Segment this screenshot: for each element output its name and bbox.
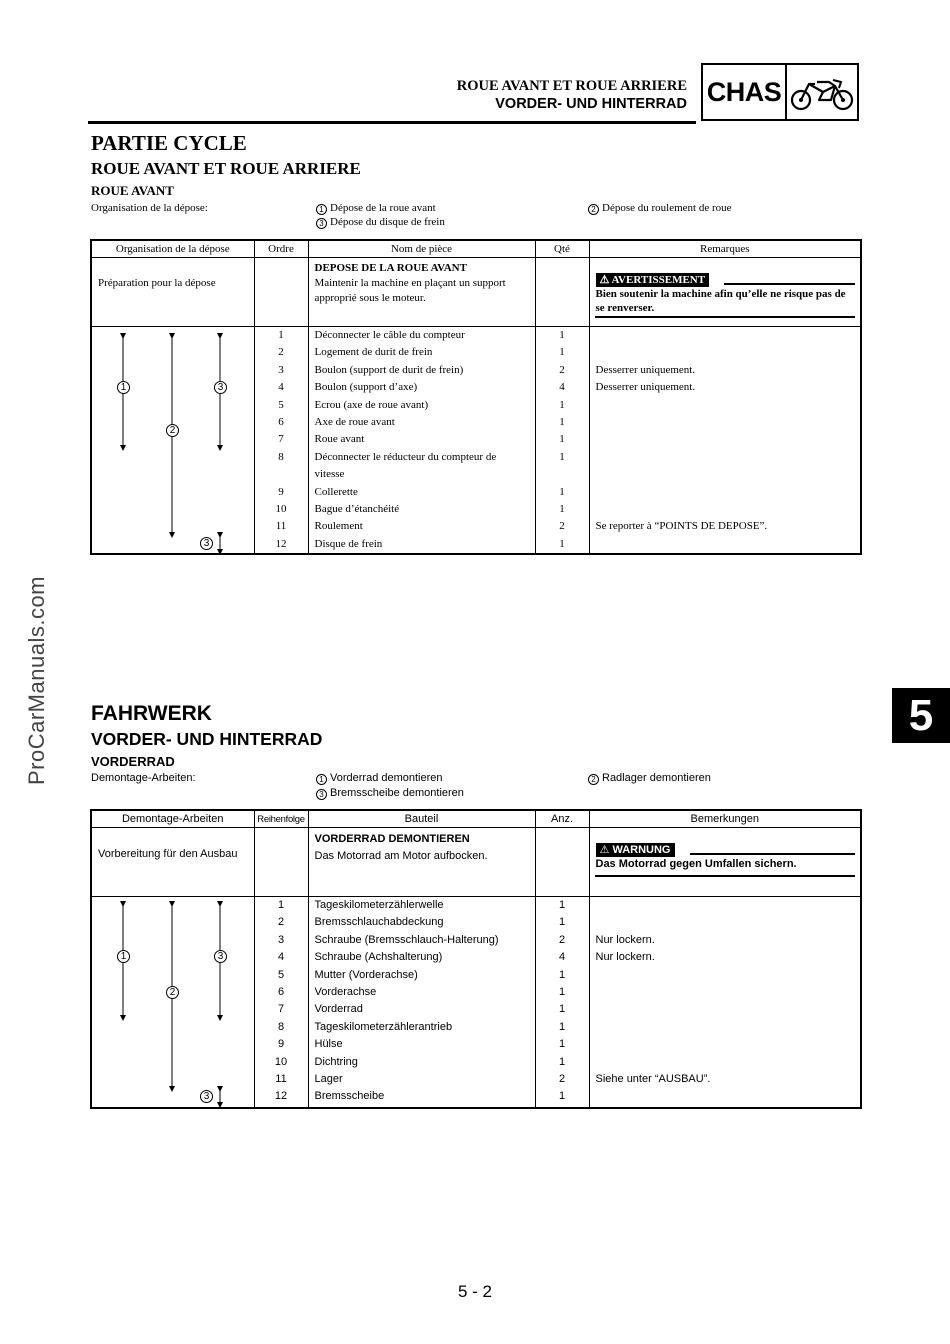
prep-title: VORDERRAD DEMONTIEREN [314, 833, 470, 845]
step-marker-3: 3 [214, 950, 227, 963]
warning-rule [595, 875, 856, 877]
step-marker-2: 2 [166, 986, 179, 999]
header-title-fr: ROUE AVANT ET ROUE ARRIERE [456, 78, 687, 94]
sequence-arrows [92, 897, 255, 1107]
col-header: Ordre [254, 240, 308, 258]
step-marker-3: 3 [200, 1090, 213, 1103]
warning-banner: ⚠ AVERTISSEMENT [596, 270, 710, 288]
step-marker-2: 2 [166, 424, 179, 437]
col-header: Qté [535, 240, 589, 258]
removal-arrows [91, 327, 254, 555]
remarks-column: Nur lockern. Nur lockern. Siehe unter “AUSBAU”. [589, 897, 861, 1109]
warning-rule [724, 283, 856, 285]
qty-column: 1 1 2 4 1 1 1 1 1 1 2 1 [535, 327, 589, 555]
part-name-column: Tageskilometerzählerwelle Bremsschlauchabdeckung Schraube (Bremsschlauch-Halterung) Schraube (Achshalterung) Mutter (Vorderachse) Vorderachse Vorderrad Tageskilometerzählerantrieb Hülse Dichtring Lager Bremsscheibe [308, 897, 535, 1109]
chapter-tab: 5 [892, 688, 950, 743]
col-header: Demontage-Arbeiten [91, 810, 254, 828]
org-item-fr-2: 2 Dépose du roulement de roue [588, 202, 732, 215]
removal-table-fr [90, 239, 862, 555]
col-header: Organisation de la dépose [91, 240, 254, 258]
col-header: Bemerkungen [589, 810, 861, 828]
prep-label: Vorbereitung für den Ausbau [98, 848, 238, 860]
warning-icon: ⚠ [599, 274, 610, 286]
remarks-column: Desserrer uniquement. Desserrer uniquement. Se reporter à “POINTS DE DEPOSE”. [589, 327, 861, 555]
prep-label: Préparation pour la dépose [98, 277, 216, 289]
header-title-de: VORDER- UND HINTERRAD [495, 96, 687, 112]
org-label-fr: Organisation de la dépose: [91, 202, 208, 214]
warning-rule [690, 853, 856, 855]
org-item-de-1: 1 Vorderrad demontieren [316, 772, 443, 785]
order-column: 1 2 3 4 5 6 7 8 9 10 11 12 [254, 327, 308, 555]
section-subtitle-de: VORDER- UND HINTERRAD [91, 729, 323, 749]
part-name-column: Déconnecter le câble du compteur Logement de durit de frein Boulon (support de durit de frein) Boulon (support d’axe) Ecrou (axe de roue avant) Axe de roue avant Roue avant Déconnecter le réducteur du compteur de vitesse Collerette Bague d’étanchéité Roulement Disque de frein [308, 327, 535, 555]
motorcycle-icon [787, 65, 857, 119]
warning-icon: ⚠ [599, 844, 610, 856]
warning-rule [595, 316, 856, 318]
removal-table-de [90, 809, 862, 1109]
removal-arrows [91, 897, 254, 1109]
qty-column: 1 1 2 4 1 1 1 1 1 1 2 1 [535, 897, 589, 1109]
col-header: Bauteil [308, 810, 535, 828]
step-marker-1: 1 [117, 950, 130, 963]
col-header: Remarques [589, 240, 861, 258]
warning-text: Das Motorrad gegen Umfallen sichern. [595, 858, 797, 870]
col-header: Reihenfolge [254, 810, 308, 828]
org-item-de-2: 2 Radlager demontieren [588, 772, 711, 785]
prep-text: Maintenir la machine en plaçant un support approprié sous le moteur. [314, 277, 506, 304]
warning-banner: ⚠ WARNUNG [596, 840, 675, 858]
chas-badge [701, 63, 859, 121]
section-title-de: FAHRWERK [91, 702, 212, 725]
org-item-de-3: 3 Bremsscheibe demontieren [316, 787, 464, 800]
step-marker-3: 3 [200, 537, 213, 550]
chas-label: CHAS [703, 65, 787, 119]
prep-text: Das Motorrad am Motor aufbocken. [314, 850, 488, 862]
section-title-fr: PARTIE CYCLE [91, 131, 247, 155]
sequence-arrows [92, 327, 255, 553]
section-subtitle-fr: ROUE AVANT ET ROUE ARRIERE [91, 159, 361, 178]
org-label-de: Demontage-Arbeiten: [91, 772, 196, 784]
org-item-fr-3: 3 Dépose du disque de frein [316, 216, 445, 229]
step-marker-3: 3 [214, 381, 227, 394]
section-heading-fr: ROUE AVANT [91, 183, 174, 198]
section-heading-de: VORDERRAD [91, 754, 175, 769]
step-marker-1: 1 [117, 381, 130, 394]
header-rule [88, 121, 696, 124]
col-header: Anz. [535, 810, 589, 828]
side-watermark: ProCarManuals.com [24, 575, 49, 785]
prep-title: DEPOSE DE LA ROUE AVANT [314, 262, 467, 274]
order-column: 1 2 3 4 5 6 7 8 9 10 11 12 [254, 897, 308, 1109]
page-number: 5 - 2 [457, 1282, 493, 1301]
warning-text: Bien soutenir la machine afin qu’elle ne risque pas de se renverser. [595, 288, 846, 314]
col-header: Nom de pièce [308, 240, 535, 258]
org-item-fr-1: 1 Dépose de la roue avant [316, 202, 436, 215]
